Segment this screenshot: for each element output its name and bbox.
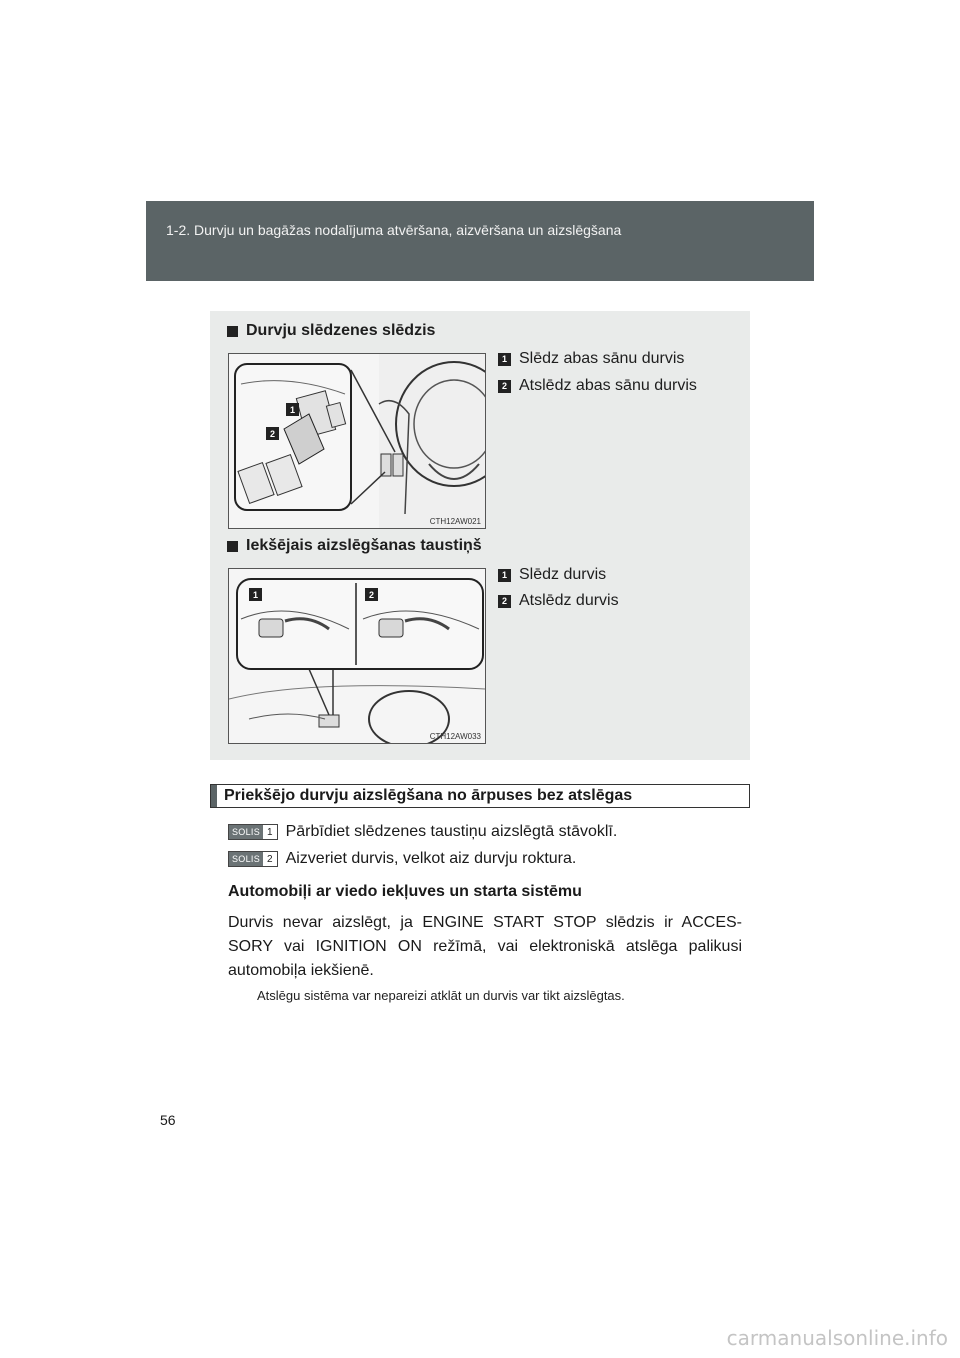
square-bullet-icon <box>227 541 238 552</box>
section3-heading-text: Priekšējo durvju aizslēgšana no ārpuses bez atslēgas <box>224 787 633 804</box>
legend-text: Atslēdz abas sānu durvis <box>519 377 697 394</box>
step-text: Aizveriet durvis, velkot aiz durvju roktura. <box>285 850 577 867</box>
svg-text:2: 2 <box>368 590 375 600</box>
step-number: 1 <box>267 826 273 838</box>
svg-text:2: 2 <box>269 429 276 439</box>
section1-legend-1 <box>498 350 684 368</box>
step-1 <box>228 823 617 841</box>
body-paragraph: Durvis nevar aizslēgt, ja ENGINE START STOP slēdzis ir ACCES- SORY vai IGNITION ON režīmā, vai elektroniskā atslēga palikusi automobiļa iekšienē. <box>228 914 742 979</box>
number-badge: 1 <box>498 353 511 366</box>
figure-code: CTH12AW021 <box>429 517 481 526</box>
watermark: carmanualsonline.info <box>726 1326 948 1350</box>
section1-heading-text: Durvju slēdzenes slēdzis <box>246 322 436 339</box>
step-text: Pārbīdiet slēdzenes taustiņu aizslēgtā stāvoklī. <box>285 823 618 840</box>
svg-text:1: 1 <box>252 590 259 600</box>
section2-heading <box>227 537 482 555</box>
step-badge <box>228 851 278 867</box>
section1-heading <box>227 322 435 340</box>
page-header <box>146 201 814 281</box>
door-lock-switch-figure <box>228 353 486 529</box>
section3-heading <box>210 784 750 808</box>
step-2 <box>228 850 576 868</box>
number-badge: 1 <box>498 569 511 582</box>
step-badge <box>228 824 278 840</box>
legend-text: Slēdz durvis <box>519 566 607 583</box>
heading-accent <box>211 785 217 807</box>
legend-text: Slēdz abas sānu durvis <box>519 350 685 367</box>
number-badge: 2 <box>498 380 511 393</box>
inside-lock-button-illustration <box>229 569 485 743</box>
legend-text: Atslēdz durvis <box>519 592 619 609</box>
note-text: Atslēgu sistēma var nepareizi atklāt un durvis var tikt aizslēgtas. <box>257 988 625 1003</box>
step-word: SOLIS <box>229 825 263 839</box>
door-lock-switch-illustration <box>229 354 485 528</box>
step-word: SOLIS <box>229 852 263 866</box>
svg-text:1: 1 <box>289 405 296 415</box>
square-bullet-icon <box>227 326 238 337</box>
header-title: 1-2. Durvju un bagāžas nodalījuma atvēršana, aizvēršana un aizslēgšana <box>166 222 622 238</box>
section1-legend-2 <box>498 377 697 395</box>
subheading: Automobiļi ar viedo iekļuves un starta sistēmu <box>228 883 582 900</box>
number-badge: 2 <box>498 595 511 608</box>
inside-lock-button-figure <box>228 568 486 744</box>
section2-legend-1 <box>498 566 606 584</box>
page-number: 56 <box>160 1112 176 1128</box>
step-number: 2 <box>267 853 273 865</box>
section2-legend-2 <box>498 592 619 610</box>
figure-code: CTH12AW033 <box>429 732 481 741</box>
section2-heading-text: Iekšējais aizslēgšanas taustiņš <box>246 537 482 554</box>
